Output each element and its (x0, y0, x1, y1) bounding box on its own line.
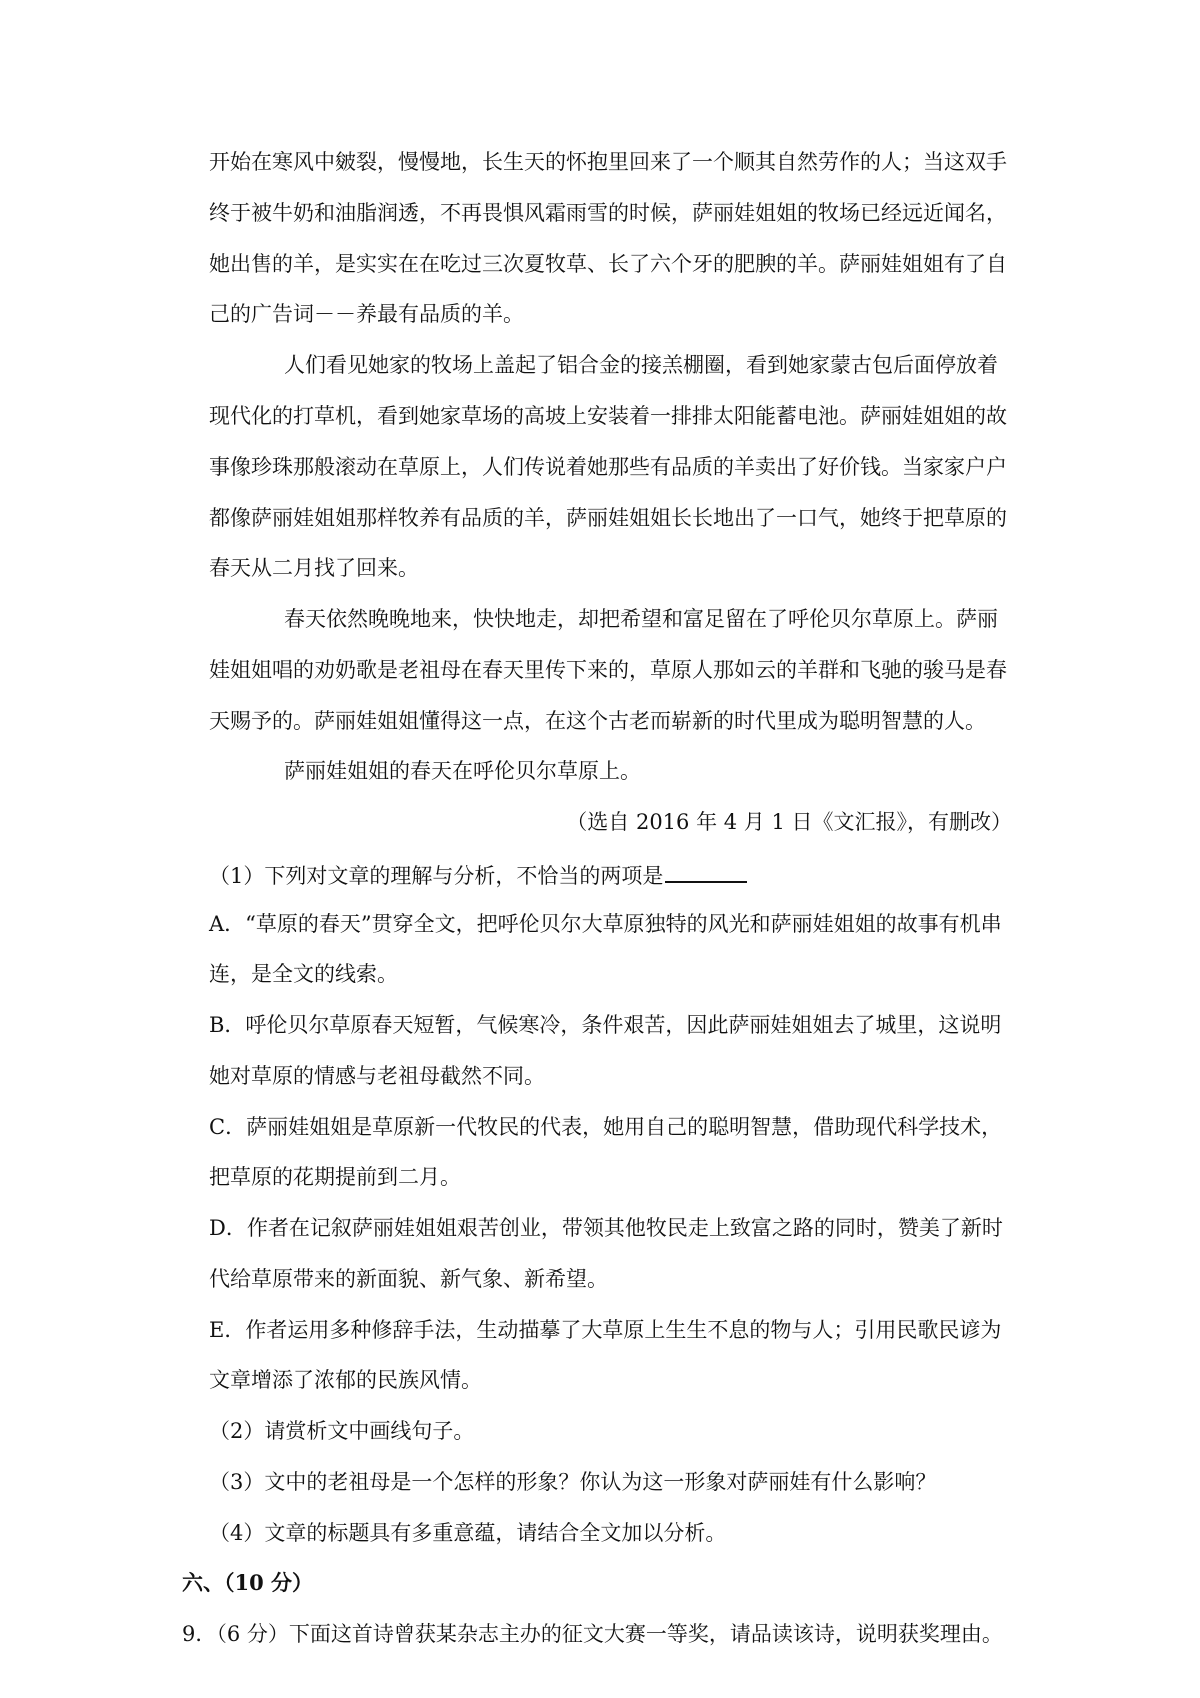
passage-source: （选自 2016 年 4 月 1 日《文汇报》，有删改） (566, 810, 1012, 834)
option-line: B．呼伦贝尔草原春天短暂，气候寒冷，条件艰苦，因此萨丽娃姐姐去了城里，这说明 (209, 1013, 1002, 1037)
option-line: A．“草原的春天”贯穿全文，把呼伦贝尔大草原独特的风光和萨丽娃姐姐的故事有机串 (209, 912, 1002, 936)
passage-line: 事像珍珠那般滚动在草原上，人们传说着她那些有品质的羊卖出了好价钱。当家家户户 (209, 455, 1007, 479)
option-line: 把草原的花期提前到二月。 (209, 1165, 461, 1189)
passage-line: 萨丽娃姐姐的春天在呼伦贝尔草原上。 (284, 759, 641, 783)
passage-line: 娃姐姐唱的劝奶歌是老祖母在春天里传下来的，草原人那如云的羊群和飞驰的骏马是春 (209, 658, 1007, 682)
passage-line: 都像萨丽娃姐姐那样牧养有品质的羊，萨丽娃姐姐长长地出了一口气，她终于把草原的 (209, 506, 1007, 530)
question-3: （3）文中的老祖母是一个怎样的形象？你认为这一形象对萨丽娃有什么影响？ (209, 1470, 937, 1494)
question-1 (209, 859, 747, 890)
option-line: 连，是全文的线索。 (209, 962, 398, 986)
passage-line: 春天从二月找了回来。 (209, 556, 419, 580)
passage-line: 现代化的打草机，看到她家草场的高坡上安装着一排排太阳能蓄电池。萨丽娃姐姐的故 (209, 404, 1007, 428)
passage-line: 人们看见她家的牧场上盖起了铝合金的接羔棚圈，看到她家蒙古包后面停放着 (284, 353, 998, 377)
passage-line: 春天依然晚晚地来，快快地走，却把希望和富足留在了呼伦贝尔草原上。萨丽 (284, 607, 998, 631)
answer-blank (665, 859, 747, 883)
passage-line: 天赐予的。萨丽娃姐姐懂得这一点，在这个古老而崭新的时代里成为聪明智慧的人。 (209, 709, 986, 733)
passage-line: 开始在寒风中皴裂，慢慢地，长生天的怀抱里回来了一个顺其自然劳作的人；当这双手 (209, 150, 1007, 174)
option-line: D．作者在记叙萨丽娃姐姐艰苦创业，带领其他牧民走上致富之路的同时，赞美了新时 (209, 1216, 1003, 1240)
option-line: 她对草原的情感与老祖母截然不同。 (209, 1064, 545, 1088)
option-line: E．作者运用多种修辞手法，生动描摹了大草原上生生不息的物与人；引用民歌民谚为 (209, 1318, 1002, 1342)
question-2: （2）请赏析文中画线句子。 (209, 1419, 475, 1443)
question-1-text: （1）下列对文章的理解与分析，不恰当的两项是 (209, 864, 664, 888)
option-line: 代给草原带来的新面貌、新气象、新希望。 (209, 1267, 608, 1291)
question-9: 9．（6 分）下面这首诗曾获某杂志主办的征文大赛一等奖，请品读该诗，说明获奖理由。 (182, 1622, 1003, 1646)
passage-line: 终于被牛奶和油脂润透，不再畏惧风霜雨雪的时候，萨丽娃姐姐的牧场已经远近闻名， (209, 201, 1007, 225)
section-6-title: 六、（10 分） (182, 1570, 314, 1595)
passage-line: 己的广告词－－养最有品质的羊。 (209, 302, 524, 326)
passage-line: 她出售的羊，是实实在在吃过三次夏牧草、长了六个牙的肥腴的羊。萨丽娃姐姐有了自 (209, 252, 1007, 276)
option-line: C．萨丽娃姐姐是草原新一代牧民的代表，她用自己的聪明智慧，借助现代科学技术， (209, 1115, 1003, 1139)
question-4: （4）文章的标题具有多重意蕴，请结合全文加以分析。 (209, 1521, 727, 1545)
option-line: 文章增添了浓郁的民族风情。 (209, 1368, 482, 1392)
